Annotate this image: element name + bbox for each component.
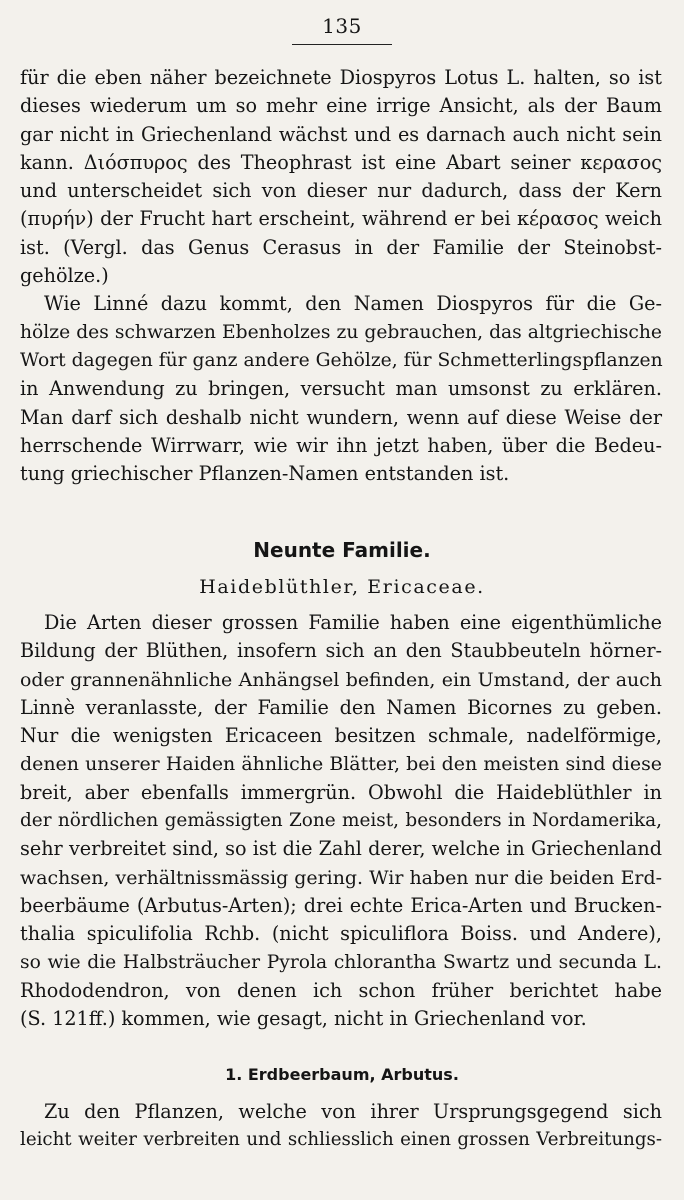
text-line: in Anwendung zu bringen, versucht man umsonst zu erklären. [20, 377, 662, 401]
text-line: breit, aber ebenfalls immergrün. Obwohl die Haideblüthler in [20, 780, 662, 804]
text-line: Zu den Pflanzen, welche von ihrer Ursprungsgegend sich [44, 1100, 662, 1123]
text-line: Wie Linné dazu kommt, den Namen Diospyros für die Ge- [44, 292, 662, 316]
text-line: Nur die wenigsten Ericaceen besitzen schmale, nadelförmige, [20, 724, 662, 748]
section-heading: 1. Erdbeerbaum, Arbutus. [225, 1065, 459, 1084]
text-line: denen unserer Haiden ähnliche Blätter, bei den meisten sind diese [20, 753, 662, 776]
family-subheading: Haideblüthler, Ericaceae. [199, 576, 485, 598]
header-rule [292, 44, 392, 45]
text-line: beerbäume (Arbutus-Arten); drei echte Erica-Arten und Brucken- [20, 893, 662, 917]
paragraph-linne-diospyros [20, 290, 662, 488]
text-line: oder grannenähnliche Anhängsel befinden, ein Umstand, der auch [20, 668, 662, 691]
text-line: gar nicht in Griechenland wächst und es darnach auch nicht sein [20, 122, 662, 146]
paragraph-ericaceae [20, 609, 662, 1033]
text-line: wachsen, verhältnissmässig gering. Wir haben nur die beiden Erd- [20, 866, 662, 889]
text-line: Bildung der Blüthen, insofern sich an den Staubbeuteln hörner- [20, 639, 662, 663]
text-line: und unterscheidet sich von dieser nur dadurch, dass der Kern [20, 179, 662, 203]
text-line: sehr verbreitet sind, so ist die Zahl derer, welche in Griechenland [20, 837, 662, 861]
text-line: thalia spiculifolia Rchb. (nicht spiculiflora Boiss. und Andere), [20, 922, 662, 946]
text-line: dieses wiederum um so mehr eine irrige Ansicht, als der Baum [20, 94, 662, 118]
paragraph-diospyros-theophrast [20, 64, 662, 290]
text-line: ist. (Vergl. das Genus Cerasus in der Familie der Steinobst- [20, 235, 662, 259]
text-line: Wort dagegen für ganz andere Gehölze, für Schmetterlingspflanzen [20, 349, 663, 371]
paragraph-arbutus [20, 1098, 662, 1155]
text-line: für die eben näher bezeichnete Diospyros Lotus L. halten, so ist [20, 66, 662, 89]
text-line: der nördlichen gemässigten Zone meist, besonders in Nordamerika, [20, 810, 662, 832]
text-line: herrschende Wirrwarr, wie wir ihn jetzt haben, über die Bedeu- [20, 433, 662, 457]
text-line: Linnè veranlasste, der Familie den Namen Bicornes zu geben. [20, 695, 662, 719]
family-heading: Neunte Familie. [253, 538, 431, 562]
text-line: tung griechischer Pflanzen-Namen entstanden ist. [20, 462, 510, 486]
text-line: Die Arten dieser grossen Familie haben eine eigenthümliche [44, 611, 662, 634]
text-line: kann. Διόσπυρος des Theophrast ist eine Abart seiner κερασος [20, 150, 662, 174]
page-number: 135 [322, 14, 362, 38]
text-line: gehölze.) [20, 264, 109, 288]
text-line: (πυρήν) der Frucht hart erscheint, während er bei κέρασος weich [20, 207, 662, 231]
text-line: Man darf sich deshalb nicht wundern, wenn auf diese Weise der [20, 405, 662, 429]
text-line: hölze des schwarzen Ebenholzes zu gebrauchen, das altgriechische [20, 321, 662, 343]
text-line: leicht weiter verbreiten und schliesslich einen grossen Verbreitungs- [20, 1129, 662, 1151]
text-line: (S. 121ff.) kommen, wie gesagt, nicht in Griechenland vor. [20, 1007, 587, 1031]
text-line: Rhododendron, von denen ich schon früher berichtet habe [20, 978, 662, 1002]
text-line: so wie die Halbsträucher Pyrola chlorantha Swartz und secunda L. [20, 951, 662, 973]
text-block-top [20, 64, 662, 488]
